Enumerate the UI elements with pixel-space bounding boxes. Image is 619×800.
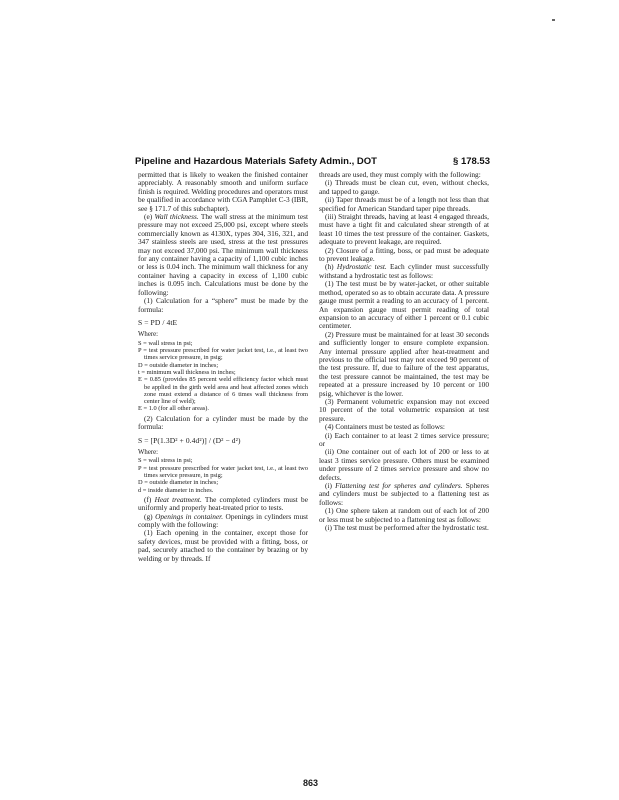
paragraph-label: (i) [325,481,332,491]
paragraph-text: The wall stress at the minimum test pressure may not exceed 25,000 psi, except where steels commercially known as 4130X, types 304, 316, 321, and 347 stainless steels are used, stress at the test pressures may not exceed 37,000 psi. The minimum wall thickness for any container having a capacity of 1,100 cubic inches or less is 0.04 inch. The minimum wall thickness for any container having a capacity in excess of 1,100 cubic inches is 0.095 inch. Calculations must be done by the following: [138,212,308,297]
paragraph: (3) Permanent volumetric expansion may not exceed 10 percent of the total volumetric expansion at test pressure. [319,396,489,423]
where-label: Where: [138,448,158,456]
paragraph: (1) Calculation for a “sphere” must be made by the formula: [138,296,308,314]
paragraph: permitted that is likely to weaken the finished container appreciably. A reasonably smooth and uniform surface finish is required. Welding procedures and operators must be qualified in accordance with CGA Pamphlet C-3 (IBR, see § 171.7 of this subchapter). [138,170,308,213]
paragraph-wall-thickness [138,213,308,297]
definition-line: d = inside diameter in inches. [138,486,214,494]
paragraph: (i) Each container to at least 2 times service pressure; or [319,430,489,448]
definition-line: P = test pressure prescribed for water jacket test, i.e., at least two times service pressure, in psig; [138,347,308,362]
definition-line: E = 1.0 (for all other areas). [138,405,210,413]
paragraph-label: (f) [144,494,152,504]
paragraph: (4) Containers must be tested as follows: [325,422,445,432]
paragraph: (1) The test must be by water-jacket, or other suitable method, operated so as to obtain accurate data. A pressure gauge must permit a reading to an accuracy of 1 percent. An expansion gauge must permit reading of total expansion to an accuracy of either 1 percent or 0.1 cubic centimeter. [319,279,489,331]
paragraph: (1) Each opening in the container, except those for safety devices, must be provided with a fitting, boss, or pad, securely attached to the container by brazing or by welding or by threads. If [138,528,308,563]
right-column [319,171,489,532]
paragraph-text: The completed cylinders must be uniformly and properly heat-treated prior to tests. [138,494,308,513]
header-section: § 178.53 [453,156,490,167]
where-label: Where: [138,331,158,339]
paragraph-label: (e) [144,212,153,222]
paragraph: (2) Pressure must be maintained for at least 30 seconds and sufficiently longer to ensure complete expansion. Any internal pressure applied after heat-treatment and previous to the official test may not exceed 90 percent of the test pressure. If, due to failure of the test apparatus, the test pressure cannot be maintained, the test may be repeated at a pressure increased by 10 percent or 100 psig, whichever is the lower. [319,329,489,398]
definition-line: D = outside diameter in inches; [138,361,219,369]
header-title: Pipeline and Hazardous Materials Safety Admin., DOT [135,156,377,167]
paragraph: threads are used, they must comply with the following: [319,170,481,179]
paragraph: (2) Closure of a fitting, boss, or pad must be adequate to prevent leakage. [319,245,489,264]
scan-mark [552,19,555,21]
paragraph-heading: Openings in container. [155,511,224,521]
paragraph-text: Openings in cylinders must comply with the following: [138,511,309,530]
definition-line: S = wall stress in psi; [138,339,193,347]
definition-line: S = wall stress in psi; [138,457,193,465]
paragraph-heat-treatment [138,496,308,513]
definition-line: D = outside diameter in inches; [138,479,219,487]
definition-line: t = minimum wall thickness in inches; [138,368,236,376]
page-number: 863 [303,778,319,788]
paragraph: (i) The test must be performed after the hydrostatic test. [325,523,489,533]
paragraph-heading: Flattening test for spheres and cylinders. [335,481,463,491]
definition-line: E = 0.85 (provides 85 percent weld efficiency factor which must be applied in the girth weld area and heat affected zones which zone must extend a distance of 6 times wall thickness from center line of weld); [138,376,308,406]
paragraph-label: (g) [144,511,153,521]
paragraph: (2) Calculation for a cylinder must be made by the formula: [138,413,308,432]
definition-line: P = test pressure prescribed for water jacket test, i.e., at least two times service pressure, in psig; [138,464,308,479]
paragraph-heading: Heat treatment. [154,494,202,504]
left-column [138,171,308,563]
paragraph-heading: Wall thickness. [154,212,199,222]
paragraph: (ii) Taper threads must be of a length not less than that specified for American Standard taper pipe threads. [319,195,489,213]
paragraph: (i) Threads must be clean cut, even, without checks, and tapped to gauge. [319,178,489,196]
paragraph-openings [138,513,308,530]
paragraph: (iii) Straight threads, having at least 4 engaged threads, must have a tight fit and calculated shear strength of at least 10 times the test pressure of the container. Gaskets, adequate to prevent leakage, are required. [319,212,489,247]
paragraph-heading: Hydrostatic test. [336,262,387,272]
paragraph-hydrostatic-test [319,263,489,280]
paragraph-flattening-test [319,482,489,507]
paragraph: (1) One sphere taken at random out of each lot of 200 or less must be subjected to a flattening test as follows: [319,506,489,524]
paragraph: (ii) One container out of each lot of 200 or less to at least 3 times service pressure. Others must be examined under pressure of 2 times service pressure and show no defects. [319,447,489,482]
formula-sphere: S = PD / 4tE [138,317,178,327]
paragraph-text: Each cylinder must successfully withstand a hydrostatic test as follows: [319,262,489,280]
running-header [135,156,490,167]
formula-cylinder: S = [P(1.3D² + 0.4d²)] / (D² − d²) [138,435,241,445]
paragraph-label: (h) [325,262,334,272]
paragraph-text: Spheres and cylinders must be subjected to a flattening test as follows: [319,481,489,507]
